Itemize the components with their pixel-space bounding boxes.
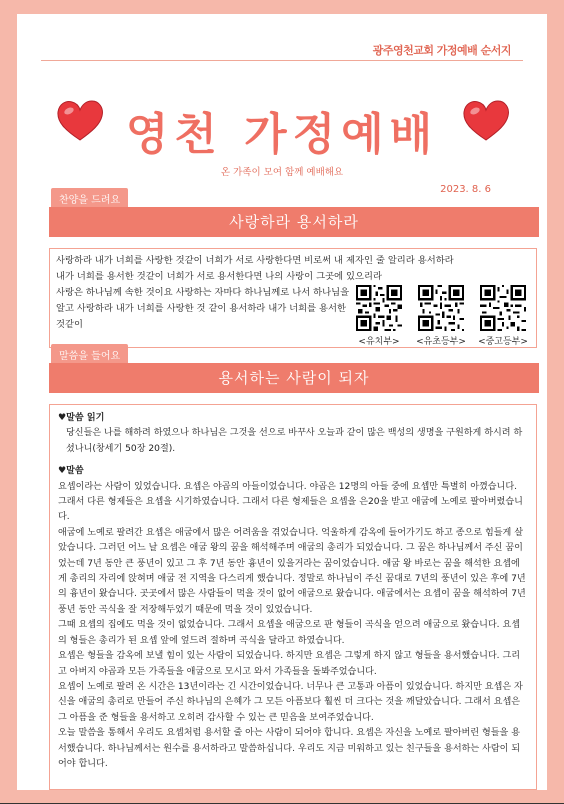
page-title: 영천 가정예배 xyxy=(125,109,439,160)
song-title-banner: 사랑하라 용서하라 xyxy=(49,207,539,237)
worship-sheet xyxy=(17,14,547,790)
qr-code-group xyxy=(352,285,530,347)
section-label-word: 말씀을 들어요 xyxy=(51,344,128,365)
qr-code-icon xyxy=(418,285,464,331)
qr-code-kindergarten[interactable] xyxy=(352,285,406,347)
qr-code-label: <유초등부> xyxy=(416,337,466,347)
header-divider xyxy=(41,60,523,61)
sermon-paragraph: 요셉이라는 사람이 있었습니다. 요셉은 야곱의 아들이었습니다. 야곱은 12명의 아들 중에 요셉만 특별히 아꼈습니다. 그래서 다른 형제들은 요셉을 시기하였습니다. 그래서 다른 형제들은 요셉을 은20을 받고 애굽에 노예로 팔아버렸습니다. xyxy=(58,481,523,523)
lyrics-box xyxy=(49,248,537,348)
worship-date: 2023. 8. 6 xyxy=(440,184,491,195)
qr-code-icon xyxy=(356,285,402,331)
section-label-praise: 찬양을 드려요 xyxy=(51,188,128,209)
sermon-paragraph: 애굽에 노예로 팔려간 요셉은 애굽에서 많은 어려움을 겪었습니다. 억울하게 감옥에 들어가기도 하고 종으로 힘들게 살았습니다. 그러던 어느 날 요셉은 애굽 왕의 꿈을 해석해주며 애굽의 총리가 되었습니다. 그 꿈은 하나님께서 주신 꿈이었는데 7년 동안 큰 풍년이 있고 그 후 7년 동안 흉년이 있을거라는 꿈이었습니다. 애굽 왕 바로는 꿈을 해석한 요셉에게 총리의 자리에 앉혀며 애굽 전 지역을 다스리게 했습니다. 정말로 하나님이 주신 꿈대로 7년의 풍년이 있은 후에 7년의 흉년이 왔습니다. 곳곳에서 많은 사람들이 먹을 것이 없어 애굽으로 왔습니다. 애굽에서는 요셉이 꿈을 해석하여 7년 풍년 동안 곡식을 잘 저장해두었기 때문에 먹을 것이 있었습니다. xyxy=(58,527,526,615)
qr-code-label: <유치부> xyxy=(358,337,400,347)
sermon-paragraph: 오늘 말씀을 통해서 우리도 요셉처럼 용서할 줄 아는 사람이 되어야 합니다. 요셉은 자신을 노예로 팔아버린 형들을 용서했습니다. 하나님께서는 원수를 용서하라고 말씀하십니다. 우리도 지금 미워하고 있는 친구들을 용서하는 사람이 되어야 합니다. xyxy=(58,728,521,769)
sermon-box xyxy=(49,404,537,790)
reading-heading: ♥말씀 읽기 xyxy=(58,413,105,423)
qr-code-youth[interactable] xyxy=(476,285,530,347)
qr-code-icon xyxy=(480,285,526,331)
lyrics-line: 사랑은 하나님께 속한 것이요 사랑하는 자마다 하나님께로 나서 하나님을 알고 사랑하라 내가 너희를 사랑한 것 같이 용서하라 내가 너희를 용서한 것같이 xyxy=(56,287,350,330)
sermon-paragraph: 요셉은 형들을 감옥에 보낼 힘이 있는 사람이 되었습니다. 하지만 요셉은 그렇게 하지 않고 형들을 용서했습니다. 그리고 아버지 야곱과 모든 가족들을 애굽으로 모시고 와서 가족들을 돌봐주었습니다. xyxy=(58,651,521,677)
sermon-paragraph: 요셉이 노예로 팔려 온 시간은 13년이라는 긴 시간이었습니다. 너무나 큰 고통과 아픔이 있었습니다. 하지만 요셉은 자신을 애굽의 총리로 만들어 주신 하나님의 은혜가 그 모든 아픔보다 훨씬 더 크다는 것을 깨달았습니다. 그래서 요셉은 그 아픔을 준 형들을 용서하고 오히려 감사할 수 있는 큰 믿음을 보여주었습니다. xyxy=(58,681,523,723)
sermon-heading: ♥말씀 xyxy=(58,466,84,477)
lyrics-line: 사랑하라 내가 너희를 사랑한 것같이 너희가 서로 사랑한다면 비로써 내 제자인 줄 알리라 용서하라 xyxy=(56,255,454,266)
sermon-title-banner: 용서하는 사람이 되자 xyxy=(49,363,539,393)
church-name: 광주영천교회 가정예배 순서지 xyxy=(372,44,511,57)
reading-text: 당신들은 나를 해하려 하였으나 하나님은 그것을 선으로 바꾸사 오늘과 같이 많은 백성의 생명을 구원하게 하시려 하셨나니(창세기 50장 20절). xyxy=(66,428,523,454)
sermon-paragraph: 그때 요셉의 집에도 먹을 것이 없었습니다. 그래서 요셉을 애굽으로 판 형들이 곡식을 얻으려 애굽으로 왔습니다. 요셉의 형들은 총리가 된 요셉 앞에 엎드려 절하며 곡식을 달라고 하였습니다. xyxy=(58,620,521,646)
qr-code-label: <중고등부> xyxy=(478,337,528,347)
qr-code-elementary[interactable] xyxy=(414,285,468,347)
page-subtitle: 온 가족이 모여 함께 예배해요 xyxy=(220,167,344,178)
lyrics-line: 내가 너희를 용서한 것같이 너희가 서로 용서한다면 나의 사랑이 그곳에 있으리라 xyxy=(56,271,382,282)
